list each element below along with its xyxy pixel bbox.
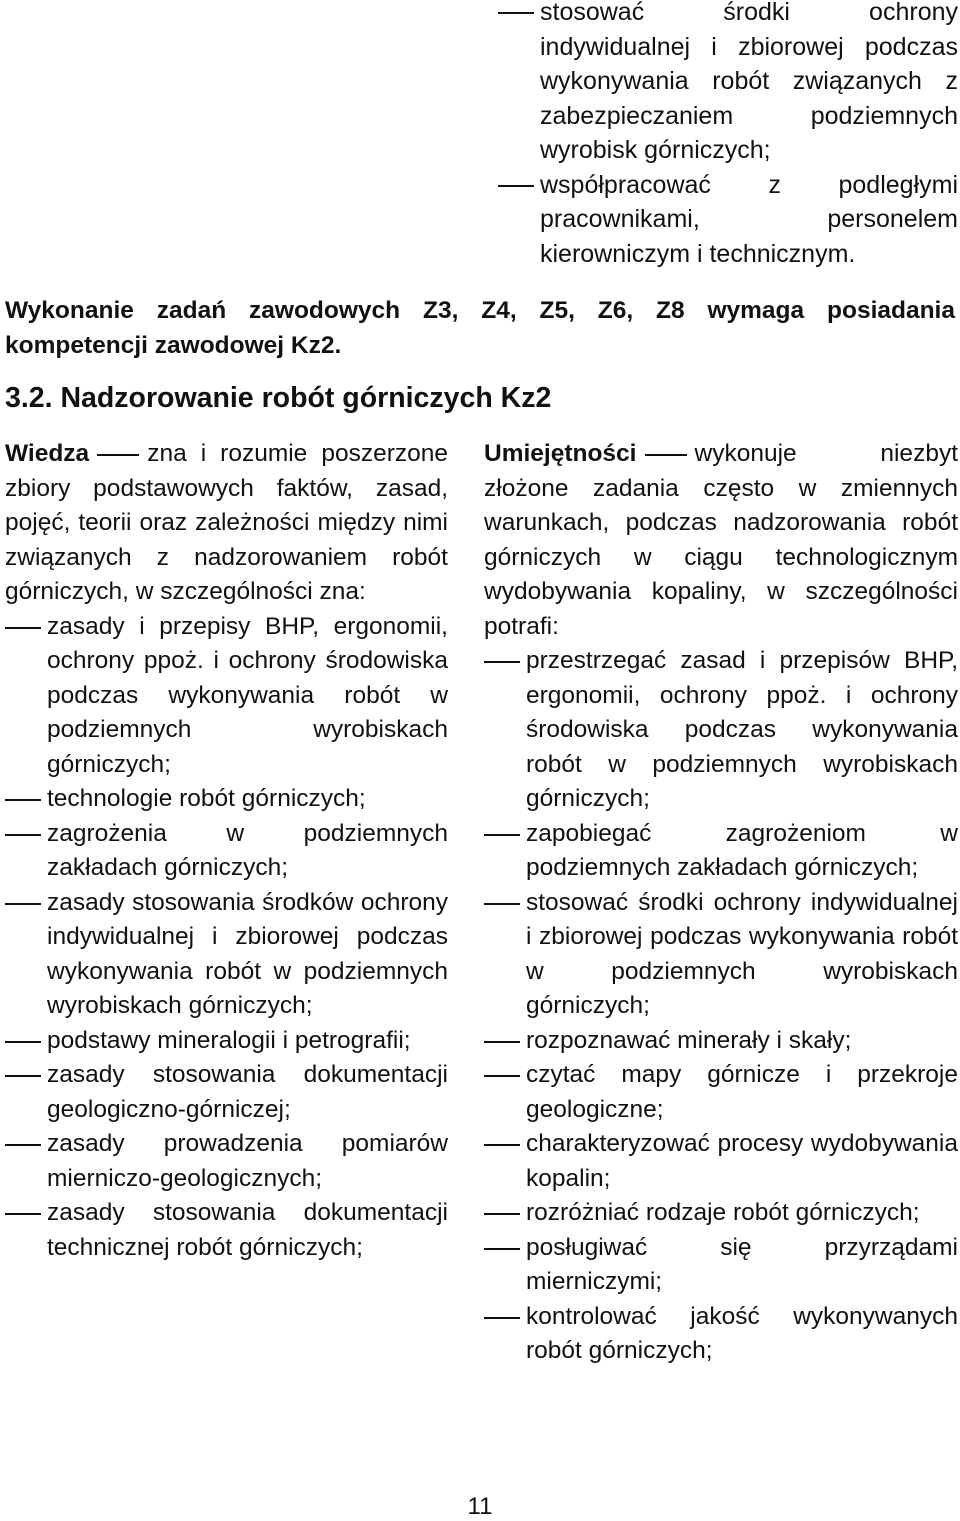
list-item: stosować środki ochrony indywidualnej i zbiorowej podczas wykonywania robót w podziemnych wyrobiskach górniczych; xyxy=(526,886,958,1024)
knowledge-intro-text: zna i rozumie poszerzone zbiory podstawowych faktów, zasad, pojęć, teorii oraz zależności między nimi związanych z nadzorowaniem robót górniczych, w szczególności zna: xyxy=(5,440,448,605)
list-item: kontrolować jakość wykonywanych robót górniczych; xyxy=(526,1300,958,1369)
skills-intro xyxy=(484,437,958,644)
list-item: zagrożenia w podziemnych zakładach górniczych; xyxy=(47,817,448,886)
skills-list xyxy=(484,644,958,1369)
list-item: zasady stosowania środków ochrony indywidualnej i zbiorowej podczas wykonywania robót w podziemnych wyrobiskach górniczych; xyxy=(47,886,448,1024)
dash-separator xyxy=(645,454,687,456)
list-item: zasady i przepisy BHP, ergonomii, ochrony ppoż. i ochrony środowiska podczas wykonywania robót w podziemnych wyrobiskach górniczych; xyxy=(47,610,448,783)
knowledge-label: Wiedza xyxy=(5,440,90,467)
competence-note: Wykonanie zadań zawodowych Z3, Z4, Z5, Z6, Z8 wymaga posiadania kompetencji zawodowej Kz2. xyxy=(5,297,955,359)
list-item: zasady stosowania dokumentacji geologiczno-górniczej; xyxy=(47,1058,448,1127)
knowledge-list xyxy=(5,610,448,1266)
list-item: współpracować z podległymi pracownikami, personelem kierowniczym i technicznym. xyxy=(540,168,958,272)
list-item: zasady prowadzenia pomiarów mierniczo-geologicznych; xyxy=(47,1127,448,1196)
list-item: posługiwać się przyrządami mierniczymi; xyxy=(526,1231,958,1300)
list-item: czytać mapy górnicze i przekroje geologiczne; xyxy=(526,1058,958,1127)
skills-intro-text: wykonuje niezbyt złożone zadania często w zmiennych warunkach, podczas nadzorowania robót górniczych w ciągu technologicznym wydobywania kopaliny, w szczególności potrafi: xyxy=(484,440,958,640)
skills-column xyxy=(484,437,958,1369)
top-continuation-list xyxy=(540,0,958,271)
knowledge-column xyxy=(5,437,448,1265)
list-item: przestrzegać zasad i przepisów BHP, ergonomii, ochrony ppoż. i ochrony środowiska podczas wykonywania robót w podziemnych wyrobiskach górniczych; xyxy=(526,644,958,817)
list-item: podstawy mineralogii i petrografii; xyxy=(47,1024,448,1059)
page-number: 11 xyxy=(467,1493,493,1520)
list-item: stosować środki ochrony indywidualnej i zbiorowej podczas wykonywania robót związanych z zabezpieczaniem podziemnych wyrobisk górniczych; xyxy=(540,0,958,168)
list-item: zasady stosowania dokumentacji technicznej robót górniczych; xyxy=(47,1196,448,1265)
list-item: technologie robót górniczych; xyxy=(47,782,448,817)
section-heading: 3.2. Nadzorowanie robót górniczych Kz2 xyxy=(5,382,552,414)
skills-label: Umiejętności xyxy=(484,440,637,467)
knowledge-intro xyxy=(5,437,448,610)
list-item: charakteryzować procesy wydobywania kopalin; xyxy=(526,1127,958,1196)
list-item: rozróżniać rodzaje robót górniczych; xyxy=(526,1196,958,1231)
list-item: zapobiegać zagrożeniom w podziemnych zakładach górniczych; xyxy=(526,817,958,886)
dash-separator xyxy=(97,454,139,456)
list-item: rozpoznawać minerały i skały; xyxy=(526,1024,958,1059)
